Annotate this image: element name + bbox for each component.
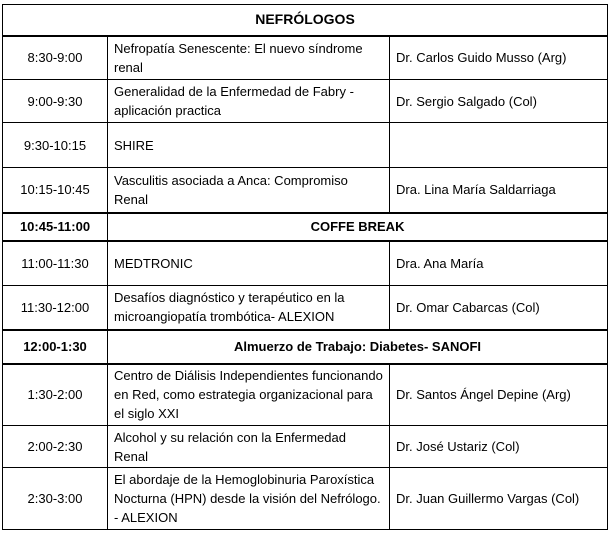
lunch-row xyxy=(3,330,608,364)
table-title: NEFRÓLOGOS xyxy=(3,5,608,36)
lunch-label: Almuerzo de Trabajo: Diabetes- SANOFI xyxy=(108,330,608,364)
topic-cell: SHIRE xyxy=(108,123,390,168)
time-cell: 11:00-11:30 xyxy=(3,241,108,286)
speaker-cell: Dr. Juan Guillermo Vargas (Col) xyxy=(390,468,608,530)
speaker-cell: Dr. Carlos Guido Musso (Arg) xyxy=(390,36,608,80)
time-cell: 10:15-10:45 xyxy=(3,168,108,213)
time-cell: 2:00-2:30 xyxy=(3,426,108,468)
time-cell: 1:30-2:00 xyxy=(3,364,108,426)
time-cell: 12:00-1:30 xyxy=(3,330,108,364)
speaker-cell: Dra. Ana María xyxy=(390,241,608,286)
break-row xyxy=(3,213,608,241)
topic-cell: El abordaje de la Hemoglobinuria Paroxística Nocturna (HPN) desde la visión del Nefrólogo. - ALEXION xyxy=(108,468,390,530)
schedule-table xyxy=(2,4,608,530)
time-cell: 2:30-3:00 xyxy=(3,468,108,530)
speaker-cell: Dr. José Ustariz (Col) xyxy=(390,426,608,468)
time-cell: 9:00-9:30 xyxy=(3,80,108,123)
time-cell: 9:30-10:15 xyxy=(3,123,108,168)
table-row xyxy=(3,36,608,80)
break-label: COFFE BREAK xyxy=(108,213,608,241)
speaker-cell: Dra. Lina María Saldarriaga xyxy=(390,168,608,213)
topic-cell: Desafíos diagnóstico y terapéutico en la microangiopatía trombótica- ALEXION xyxy=(108,286,390,330)
time-cell: 11:30-12:00 xyxy=(3,286,108,330)
time-cell: 8:30-9:00 xyxy=(3,36,108,80)
topic-cell: Generalidad de la Enfermedad de Fabry - aplicación practica xyxy=(108,80,390,123)
table-row xyxy=(3,168,608,213)
speaker-cell xyxy=(390,123,608,168)
table-row xyxy=(3,286,608,330)
speaker-cell: Dr. Omar Cabarcas (Col) xyxy=(390,286,608,330)
topic-cell: Centro de Diálisis Independientes funcionando en Red, como estrategia organizacional para el siglo XXI xyxy=(108,364,390,426)
table-row xyxy=(3,426,608,468)
table-row xyxy=(3,364,608,426)
time-cell: 10:45-11:00 xyxy=(3,213,108,241)
header-row xyxy=(3,5,608,36)
topic-cell: Nefropatía Senescente: El nuevo síndrome renal xyxy=(108,36,390,80)
table-row xyxy=(3,80,608,123)
table-row xyxy=(3,468,608,530)
speaker-cell: Dr. Sergio Salgado (Col) xyxy=(390,80,608,123)
topic-cell: MEDTRONIC xyxy=(108,241,390,286)
table-row xyxy=(3,241,608,286)
table-row xyxy=(3,123,608,168)
topic-cell: Vasculitis asociada a Anca: Compromiso Renal xyxy=(108,168,390,213)
topic-cell: Alcohol y su relación con la Enfermedad Renal xyxy=(108,426,390,468)
speaker-cell: Dr. Santos Ángel Depine (Arg) xyxy=(390,364,608,426)
